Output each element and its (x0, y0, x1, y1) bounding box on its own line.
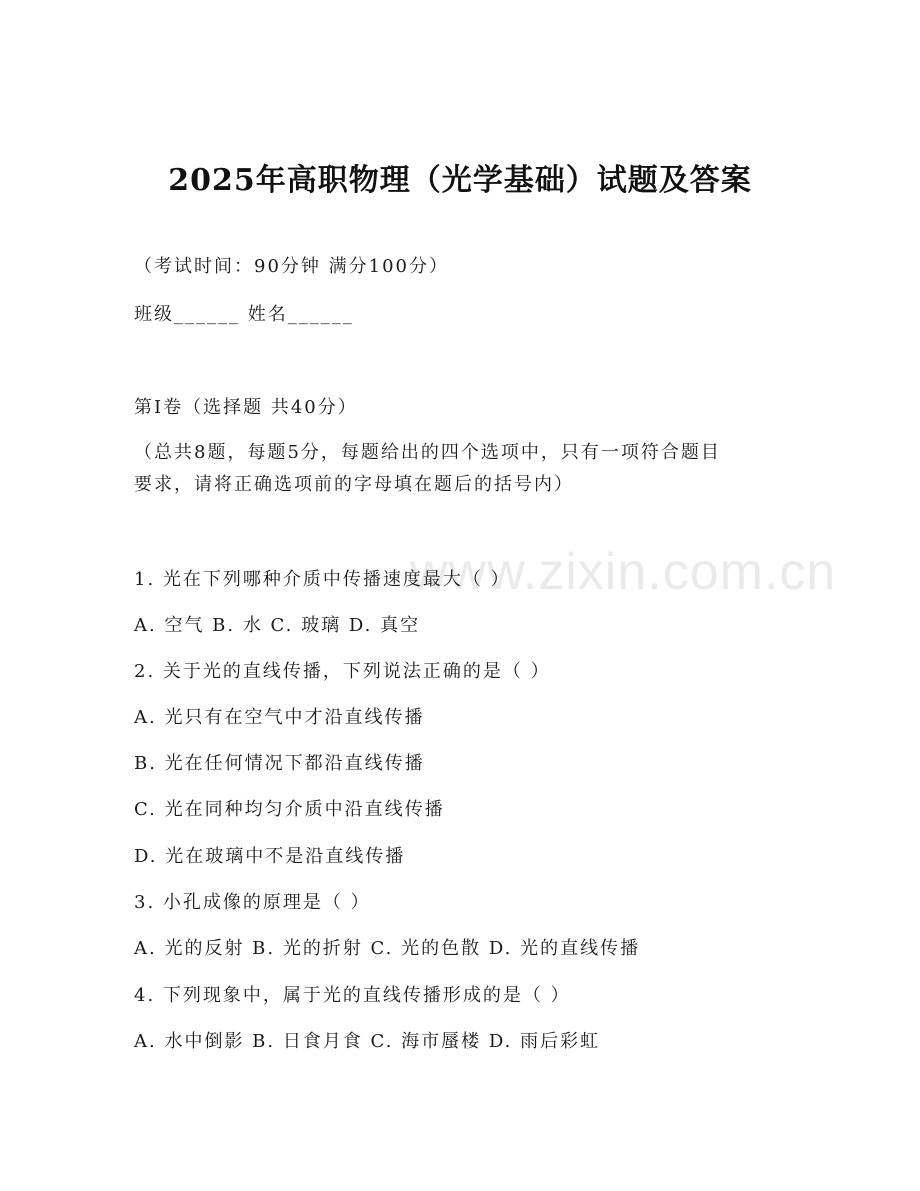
question-4-stem: 4. 下列现象中，属于光的直线传播形成的是（ ） (134, 985, 571, 1006)
exam-info: （考试时间：90分钟 满分100分） (134, 256, 449, 277)
question-2-stem: 2. 关于光的直线传播，下列说法正确的是（ ） (134, 661, 551, 682)
question-2-option-d: D. 光在玻璃中不是沿直线传播 (134, 846, 406, 867)
question-1-options: A. 空气 B. 水 C. 玻璃 D. 真空 (134, 615, 421, 636)
section-instructions-line-2: 要求，请将正确选项前的字母填在题后的括号内） (134, 474, 574, 495)
question-1-stem: 1. 光在下列哪种介质中传播速度最大（ ） (134, 569, 511, 590)
question-3-stem: 3. 小孔成像的原理是（ ） (134, 892, 371, 913)
question-2-option-c: C. 光在同种均匀介质中沿直线传播 (134, 799, 445, 820)
section-title: 第Ⅰ卷（选择题 共40分） (134, 397, 358, 418)
question-2-option-a: A. 光只有在空气中才沿直线传播 (134, 707, 425, 728)
watermark: www.zixin.com.cn (410, 543, 837, 601)
student-fields: 班级______ 姓名______ (134, 304, 354, 325)
question-4-options: A. 水中倒影 B. 日食月食 C. 海市蜃楼 D. 雨后彩虹 (134, 1031, 601, 1052)
question-3-options: A. 光的反射 B. 光的折射 C. 光的色散 D. 光的直线传播 (134, 938, 641, 959)
document-title: 2025年高职物理（光学基础）试题及答案 (168, 163, 752, 198)
section-instructions-line-1: （总共8题，每题5分，每题给出的四个选项中，只有一项符合题目 (134, 442, 721, 463)
question-2-option-b: B. 光在任何情况下都沿直线传播 (134, 753, 425, 774)
